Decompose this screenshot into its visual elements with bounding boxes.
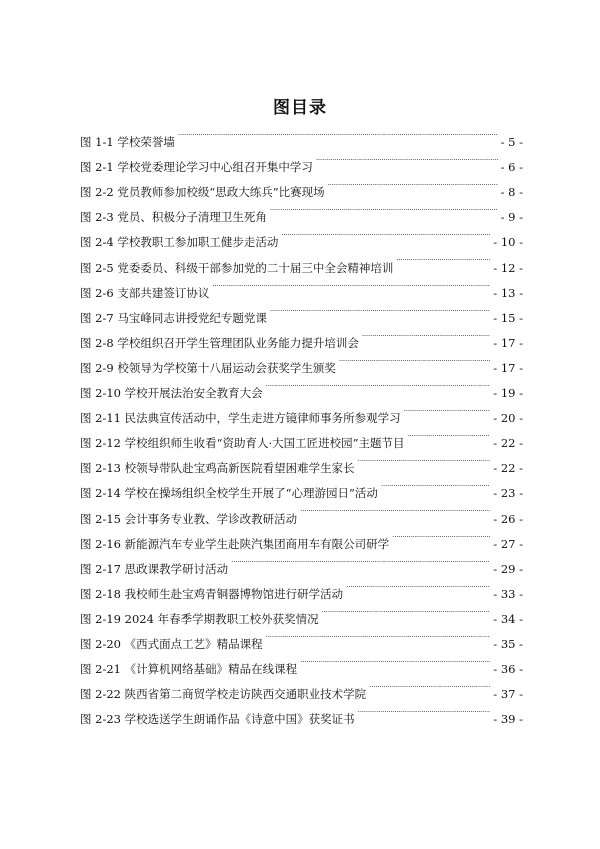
toc-dot-leader bbox=[339, 347, 490, 372]
toc-dot-leader bbox=[322, 598, 491, 623]
toc-entry-page: - 19 - bbox=[493, 386, 523, 401]
toc-entry-label: 图 2-20 《西式面点工艺》精品课程 bbox=[80, 636, 263, 651]
toc-entry-page: - 22 - bbox=[493, 436, 523, 451]
toc-entry-label: 图 2-13 校领导带队赴宝鸡高新医院看望困难学生家长 bbox=[80, 461, 355, 476]
toc-dot-leader bbox=[396, 246, 490, 271]
toc-entry-label: 图 2-8 学校组织召开学生管理团队业务能力提升培训会 bbox=[80, 335, 359, 350]
toc-entry-page: - 37 - bbox=[493, 687, 523, 702]
toc-entry-label: 图 2-12 学校组织师生收看“资助育人·大国工匠进校园”主题节目 bbox=[80, 436, 405, 451]
toc-entry-page: - 15 - bbox=[493, 310, 523, 325]
toc-entry-page: - 26 - bbox=[493, 511, 523, 526]
toc-entry-page: - 29 - bbox=[493, 561, 523, 576]
toc-entry-page: - 35 - bbox=[493, 636, 523, 651]
toc-dot-leader bbox=[362, 322, 490, 347]
toc-dot-leader bbox=[270, 196, 498, 221]
toc-entry-page: - 12 - bbox=[493, 260, 523, 275]
toc-entry-label: 图 2-19 2024 年春季学期教职工校外获奖情况 bbox=[80, 611, 319, 626]
toc-list bbox=[80, 121, 523, 727]
toc-entry-label: 图 2-16 新能源汽车专业学生赴陕汽集团商用车有限公司研学 bbox=[80, 536, 390, 551]
toc-entry-label: 图 2-23 学校选送学生朗诵作品《诗意中国》获奖证书 bbox=[80, 712, 355, 727]
toc-entry-page: - 20 - bbox=[493, 411, 523, 426]
toc-entry-label: 图 1-1 学校荣誉墙 bbox=[80, 135, 175, 150]
toc-dot-leader bbox=[300, 497, 490, 522]
toc-dot-leader bbox=[408, 422, 491, 447]
toc-entry-page: - 13 - bbox=[493, 285, 523, 300]
toc-dot-leader bbox=[266, 372, 491, 397]
toc-entry-page: - 8 - bbox=[500, 185, 523, 200]
toc-entry-page: - 17 - bbox=[493, 360, 523, 375]
toc-entry-label: 图 2-2 党员教师参加校级“思政大练兵”比赛现场 bbox=[80, 185, 325, 200]
toc-entry-page: - 17 - bbox=[493, 335, 523, 350]
toc-dot-leader bbox=[392, 523, 490, 548]
toc-entry-page: - 33 - bbox=[493, 586, 523, 601]
toc-dot-leader bbox=[404, 397, 491, 422]
toc-dot-leader bbox=[358, 698, 491, 723]
toc-entry-label: 图 2-7 马宝峰同志讲授党纪专题党课 bbox=[80, 310, 267, 325]
toc-dot-leader bbox=[281, 221, 490, 246]
toc-dot-leader bbox=[231, 548, 490, 573]
toc-dot-leader bbox=[369, 673, 490, 698]
toc-entry-page: - 6 - bbox=[500, 160, 523, 175]
toc-entry-label: 图 2-18 我校师生赴宝鸡青铜器博物馆进行研学活动 bbox=[80, 586, 344, 601]
toc-entry-page: - 22 - bbox=[493, 461, 523, 476]
toc-entry-label: 图 2-5 党委委员、科级干部参加党的二十届三中全会精神培训 bbox=[80, 260, 394, 275]
toc-entry-page: - 5 - bbox=[500, 135, 523, 150]
toc-dot-leader bbox=[381, 472, 490, 497]
toc-entry-label: 图 2-4 学校教职工参加职工健步走活动 bbox=[80, 235, 279, 250]
toc-entry-label: 图 2-14 学校在操场组织全校学生开展了“心理游园日”活动 bbox=[80, 486, 378, 501]
toc-entry-page: - 39 - bbox=[493, 712, 523, 727]
toc-dot-leader bbox=[178, 121, 498, 146]
toc-dot-leader bbox=[358, 447, 491, 472]
toc-entry-page: - 23 - bbox=[493, 486, 523, 501]
toc-entry-label: 图 2-11 民法典宣传活动中，学生走进方镜律师事务所参观学习 bbox=[80, 411, 401, 426]
toc-entry-label: 图 2-15 会计事务专业教、学诊改教研活动 bbox=[80, 511, 298, 526]
toc-entry-label: 图 2-10 学校开展法治安全教育大会 bbox=[80, 386, 263, 401]
toc-title: 图目录 bbox=[273, 98, 327, 118]
toc-entry-page: - 34 - bbox=[493, 611, 523, 626]
toc-entry[interactable] bbox=[80, 121, 523, 150]
toc-entry-label: 图 2-17 思政课教学研讨活动 bbox=[80, 561, 229, 576]
toc-dot-leader bbox=[270, 297, 490, 322]
toc-entry-label: 图 2-22 陕西省第二商贸学校走访陕西交通职业技术学院 bbox=[80, 687, 367, 702]
toc-dot-leader bbox=[300, 648, 490, 673]
toc-dot-leader bbox=[212, 272, 490, 297]
toc-dot-leader bbox=[316, 146, 498, 171]
toc-dot-leader bbox=[346, 573, 490, 598]
toc-entry-label: 图 2-21 《计算机网络基础》精品在线课程 bbox=[80, 662, 298, 677]
toc-entry-label: 图 2-6 支部共建签订协议 bbox=[80, 285, 210, 300]
toc-entry-label: 图 2-9 校领导为学校第十八届运动会获奖学生颁奖 bbox=[80, 360, 336, 375]
toc-entry-page: - 27 - bbox=[493, 536, 523, 551]
toc-entry-page: - 10 - bbox=[493, 235, 523, 250]
toc-entry-page: - 36 - bbox=[493, 662, 523, 677]
toc-entry-label: 图 2-1 学校党委理论学习中心组召开集中学习 bbox=[80, 160, 313, 175]
toc-dot-leader bbox=[328, 171, 498, 196]
toc-entry-page: - 9 - bbox=[500, 210, 523, 225]
toc-entry-label: 图 2-3 党员、积极分子清理卫生死角 bbox=[80, 210, 267, 225]
toc-dot-leader bbox=[266, 623, 491, 648]
